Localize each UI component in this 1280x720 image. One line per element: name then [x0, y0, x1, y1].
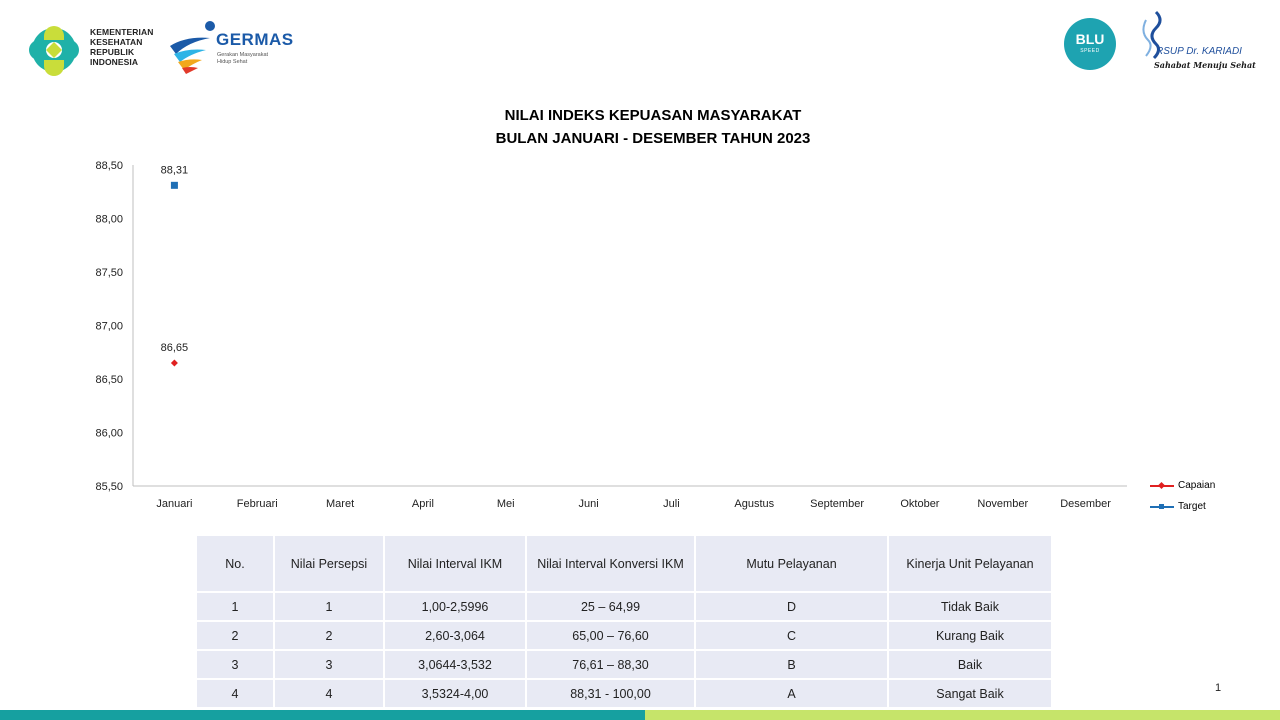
data-point-capaian	[171, 359, 178, 366]
x-tick-label: Mei	[496, 498, 515, 510]
table-cell: D	[696, 593, 887, 620]
table-cell: 3	[197, 651, 273, 678]
x-tick-label: November	[977, 498, 1029, 510]
table-cell: 2	[275, 622, 383, 649]
table-cell: 2	[197, 622, 273, 649]
table-cell: Tidak Baik	[889, 593, 1051, 620]
header-nilai-konversi: Nilai Interval Konversi IKM	[527, 536, 694, 591]
legend-capaian-marker	[1158, 481, 1165, 488]
y-tick-label: 88,00	[95, 213, 123, 226]
legend-capaian	[1150, 480, 1215, 491]
table-cell: 4	[197, 680, 273, 707]
x-tick-label: Februari	[236, 498, 278, 510]
kemenkes-text: KEMENTERIAN KESEHATAN REPUBLIK INDONESIA	[90, 27, 154, 67]
x-tick-label: Desember	[1060, 498, 1111, 510]
y-tick-label: 87,50	[95, 267, 123, 279]
header-mutu-pelayanan: Mutu Pelayanan	[696, 536, 887, 591]
x-tick-label: Oktober	[900, 498, 940, 510]
kariadi-tagline: Sahabat Menuju Sehat	[1154, 60, 1256, 70]
table-cell: 2,60-3,064	[385, 622, 525, 649]
table-cell: A	[696, 680, 887, 707]
table-cell: 1,00-2,5996	[385, 593, 525, 620]
table-cell: 88,31 - 100,00	[527, 680, 694, 707]
chart-subtitle: BULAN JANUARI - DESEMBER TAHUN 2023	[495, 130, 811, 147]
table-cell: Sangat Baik	[889, 680, 1051, 707]
table-row	[197, 680, 1051, 707]
legend-target-line	[1150, 506, 1174, 508]
legend-target-marker	[1159, 504, 1164, 509]
ikm-table	[195, 534, 1053, 709]
header-kinerja-unit: Kinerja Unit Pelayanan	[889, 536, 1051, 591]
table-cell: C	[696, 622, 887, 649]
table-cell: 1	[275, 593, 383, 620]
legend-target	[1150, 501, 1206, 512]
data-label-capaian: 86,65	[160, 341, 189, 354]
y-tick-label: 88,50	[95, 160, 123, 172]
legend-capaian-label: Capaian	[1178, 480, 1216, 491]
table-cell: 1	[197, 593, 273, 620]
legend-capaian-line	[1150, 485, 1174, 487]
footer-bar-teal	[0, 710, 645, 720]
data-label-target: 88,31	[160, 164, 189, 177]
y-tick-label: 86,50	[95, 374, 123, 386]
x-tick-label: Maret	[326, 498, 355, 510]
x-tick-label: April	[411, 498, 434, 510]
blu-subtitle: SPEED	[1080, 48, 1100, 54]
table-row	[197, 622, 1051, 649]
germas-subtitle: Gerakan Masyarakat Hidup Sehat	[217, 52, 269, 65]
x-tick-label: September	[810, 498, 864, 510]
table-cell: 65,00 – 76,60	[527, 622, 694, 649]
kariadi-name: RSUP Dr. KARIADI	[1156, 46, 1242, 57]
table-cell: 3	[275, 651, 383, 678]
footer-bar-lime	[645, 710, 1280, 720]
header-nilai-interval: Nilai Interval IKM	[385, 536, 525, 591]
table-header-row	[197, 536, 1051, 591]
germas-wordmark: GERMAS	[216, 30, 294, 49]
header-nilai-persepsi: Nilai Persepsi	[275, 536, 383, 591]
x-tick-label: Agustus	[734, 498, 775, 510]
table-cell: B	[696, 651, 887, 678]
table-cell: Baik	[889, 651, 1051, 678]
y-tick-label: 86,00	[95, 427, 123, 440]
table-cell: 4	[275, 680, 383, 707]
table-row	[197, 593, 1051, 620]
y-tick-label: 87,00	[95, 320, 123, 333]
table-row	[197, 651, 1051, 678]
table-cell: 3,5324-4,00	[385, 680, 525, 707]
legend-target-label: Target	[1178, 501, 1206, 512]
page-number: 1	[1215, 682, 1222, 694]
table-cell: 76,61 – 88,30	[527, 651, 694, 678]
x-tick-label: Juni	[578, 498, 599, 510]
table-cell: 3,0644-3,532	[385, 651, 525, 678]
x-tick-label: Juli	[663, 498, 680, 510]
data-point-target	[171, 182, 178, 189]
x-tick-label: Januari	[156, 498, 193, 510]
blu-wordmark: BLU	[1075, 31, 1105, 47]
y-tick-label: 85,50	[95, 481, 123, 493]
header-no: No.	[197, 536, 273, 591]
table-cell: Kurang Baik	[889, 622, 1051, 649]
chart-title: NILAI INDEKS KEPUASAN MASYARAKAT	[504, 107, 802, 124]
table-cell: 25 – 64,99	[527, 593, 694, 620]
